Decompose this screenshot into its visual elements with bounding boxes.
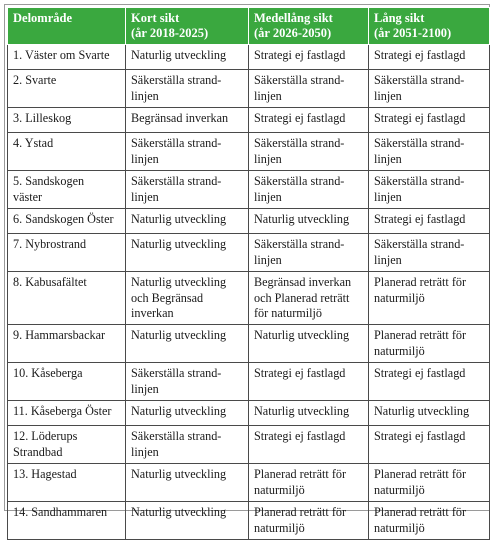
cell-short-term [126,45,249,70]
cell-area-text: 10. Kåseberga [13,366,83,380]
cell-area-text: 13. Hagestad [13,467,77,481]
cell-long-term-text: Planerad reträtt för [374,275,467,289]
cell-area-text: 9. Hammarsbackar [13,328,106,342]
cell-area [8,133,126,171]
table-row [8,45,490,70]
cell-short-term-text: Naturlig utveckling [131,505,227,519]
cell-medium-term-text: Säkerställa strand- [254,73,345,87]
cell-medium-term-text: Säkerställa strand- [254,237,345,251]
cell-medium-term-text: Säkerställa strand- [254,136,345,150]
cell-medium-term [249,133,369,171]
header-long-term-label: Lång sikt [374,11,425,25]
table-row [8,502,490,540]
cell-short-term-text: Säkerställa strand- [131,136,222,150]
cell-medium-term [249,272,369,325]
cell-short-term [126,70,249,108]
table-row [8,363,490,401]
cell-long-term [369,45,490,70]
cell-short-term-text: Naturlig utveckling [131,48,227,62]
cell-short-term-text: linjen [131,88,159,103]
cell-long-term-text: linjen [374,151,402,166]
header-medium-term-years: (år 2026-2050) [254,26,332,40]
table-row [8,426,490,464]
cell-long-term-text: linjen [374,252,402,267]
cell-medium-term-text: för naturmiljö [254,306,323,321]
cell-long-term-text: naturmiljö [374,520,425,535]
cell-medium-term [249,108,369,133]
header-medium-term [249,8,369,45]
cell-short-term-text: Naturlig utveckling [131,275,227,289]
cell-short-term-text: Naturlig utveckling [131,404,227,418]
cell-short-term-text: inverkan [131,306,174,321]
cell-short-term [126,209,249,234]
table-row [8,70,490,108]
table-row [8,272,490,325]
header-short-term [126,8,249,45]
cell-long-term-text: Planerad reträtt för [374,467,467,481]
cell-medium-term-text: naturmiljö [254,482,305,497]
cell-area-text: 6. Sandskogen Öster [13,212,114,226]
cell-medium-term-text: linjen [254,189,282,204]
cell-short-term [126,363,249,401]
table-row [8,171,490,209]
cell-short-term [126,464,249,502]
cell-short-term [126,171,249,209]
cell-medium-term-text: naturmiljö [254,520,305,535]
cell-medium-term [249,171,369,209]
cell-medium-term-text: linjen [254,151,282,166]
cell-area [8,171,126,209]
cell-short-term [126,272,249,325]
cell-area-text: 5. Sandskogen [13,174,85,188]
cell-long-term-text: Säkerställa strand- [374,237,465,251]
cell-long-term-text: naturmiljö [374,343,425,358]
cell-medium-term-text: Strategi ej fastlagd [254,48,346,62]
cell-medium-term [249,325,369,363]
cell-medium-term-text: och Planerad reträtt [254,290,350,305]
cell-long-term-text: Strategi ej fastlagd [374,111,466,125]
cell-medium-term-text: Strategi ej fastlagd [254,111,346,125]
cell-area-text: 8. Kabusafältet [13,275,87,289]
cell-short-term [126,234,249,272]
cell-medium-term-text: Strategi ej fastlagd [254,429,346,443]
cell-area-text: 11. Kåseberga Öster [13,404,112,418]
cell-medium-term [249,401,369,426]
cell-short-term-text: Säkerställa strand- [131,73,222,87]
cell-long-term-text: linjen [374,88,402,103]
cell-area [8,234,126,272]
table-row [8,234,490,272]
cell-medium-term-text: linjen [254,252,282,267]
cell-long-term-text: linjen [374,189,402,204]
cell-long-term [369,401,490,426]
header-long-term [369,8,490,45]
cell-long-term-text: Säkerställa strand- [374,136,465,150]
cell-medium-term-text: Strategi ej fastlagd [254,366,346,380]
cell-short-term-text: linjen [131,444,159,459]
table-body [8,45,490,540]
cell-area-text: 1. Väster om Svarte [13,48,110,62]
cell-area [8,108,126,133]
cell-short-term-text: Säkerställa strand- [131,366,222,380]
cell-area-text: väster [13,189,43,204]
cell-area-text: 3. Lilleskog [13,111,72,125]
cell-short-term-text: Naturlig utveckling [131,328,227,342]
header-long-term-years: (år 2051-2100) [374,26,452,40]
cell-long-term-text: Strategi ej fastlagd [374,366,466,380]
cell-area [8,363,126,401]
cell-long-term [369,234,490,272]
cell-short-term [126,108,249,133]
cell-long-term-text: Naturlig utveckling [374,404,470,418]
cell-long-term [369,108,490,133]
cell-medium-term [249,464,369,502]
cell-long-term-text: Strategi ej fastlagd [374,212,466,226]
cell-area [8,464,126,502]
cell-long-term-text: Säkerställa strand- [374,73,465,87]
cell-short-term [126,426,249,464]
cell-short-term-text: Säkerställa strand- [131,174,222,188]
cell-long-term-text: Säkerställa strand- [374,174,465,188]
table-row [8,209,490,234]
cell-area-text: 14. Sandhammaren [13,505,108,519]
cell-medium-term-text: Planerad reträtt för [254,467,347,481]
cell-long-term-text: naturmiljö [374,482,425,497]
cell-long-term-text: Strategi ej fastlagd [374,429,466,443]
cell-short-term-text: och Begränsad [131,290,204,305]
cell-short-term-text: Säkerställa strand- [131,429,222,443]
cell-medium-term-text: Säkerställa strand- [254,174,345,188]
cell-long-term [369,325,490,363]
header-short-term-years: (år 2018-2025) [131,26,209,40]
cell-short-term-text: Naturlig utveckling [131,237,227,251]
table-row [8,464,490,502]
cell-short-term-text: linjen [131,189,159,204]
header-area [8,8,126,45]
coastal-strategy-table [7,7,490,540]
header-medium-term-label: Medellång sikt [254,11,333,25]
cell-long-term [369,70,490,108]
cell-short-term [126,133,249,171]
cell-long-term-text: Strategi ej fastlagd [374,48,466,62]
header-short-term-label: Kort sikt [131,11,180,25]
cell-long-term [369,502,490,540]
cell-medium-term [249,209,369,234]
cell-medium-term-text: linjen [254,88,282,103]
cell-short-term-text: linjen [131,381,159,396]
cell-area [8,70,126,108]
cell-area-text: 7. Nybrostrand [13,237,87,251]
cell-area-text: 12. Löderups [13,429,78,443]
cell-area [8,502,126,540]
cell-short-term [126,401,249,426]
cell-long-term [369,426,490,464]
cell-medium-term [249,502,369,540]
cell-long-term [369,133,490,171]
cell-area [8,325,126,363]
cell-long-term [369,209,490,234]
cell-medium-term-text: Naturlig utveckling [254,212,350,226]
table-row [8,108,490,133]
cell-area [8,272,126,325]
cell-long-term-text: naturmiljö [374,290,425,305]
cell-area [8,45,126,70]
cell-area-text: Strandbad [13,444,63,459]
cell-area [8,426,126,464]
cell-area [8,209,126,234]
cell-area [8,401,126,426]
cell-medium-term [249,70,369,108]
cell-long-term-text: Planerad reträtt för [374,328,467,342]
table-row [8,325,490,363]
cell-medium-term-text: Naturlig utveckling [254,328,350,342]
cell-long-term-text: Planerad reträtt för [374,505,467,519]
cell-medium-term [249,363,369,401]
cell-area-text: 2. Svarte [13,73,57,87]
cell-short-term [126,325,249,363]
cell-short-term-text: Naturlig utveckling [131,467,227,481]
cell-area-text: 4. Ystad [13,136,54,150]
table-row [8,401,490,426]
cell-long-term [369,363,490,401]
cell-short-term-text: Naturlig utveckling [131,212,227,226]
cell-long-term [369,464,490,502]
cell-short-term-text: linjen [131,151,159,166]
header-row [8,8,490,45]
header-area-label: Delområde [13,11,73,25]
cell-medium-term [249,234,369,272]
cell-medium-term [249,426,369,464]
cell-short-term-text: Begränsad inverkan [131,111,229,125]
table-row [8,133,490,171]
cell-medium-term [249,45,369,70]
cell-medium-term-text: Planerad reträtt för [254,505,347,519]
cell-medium-term-text: Naturlig utveckling [254,404,350,418]
cell-long-term [369,272,490,325]
cell-medium-term-text: Begränsad inverkan [254,275,352,289]
cell-long-term [369,171,490,209]
cell-short-term [126,502,249,540]
